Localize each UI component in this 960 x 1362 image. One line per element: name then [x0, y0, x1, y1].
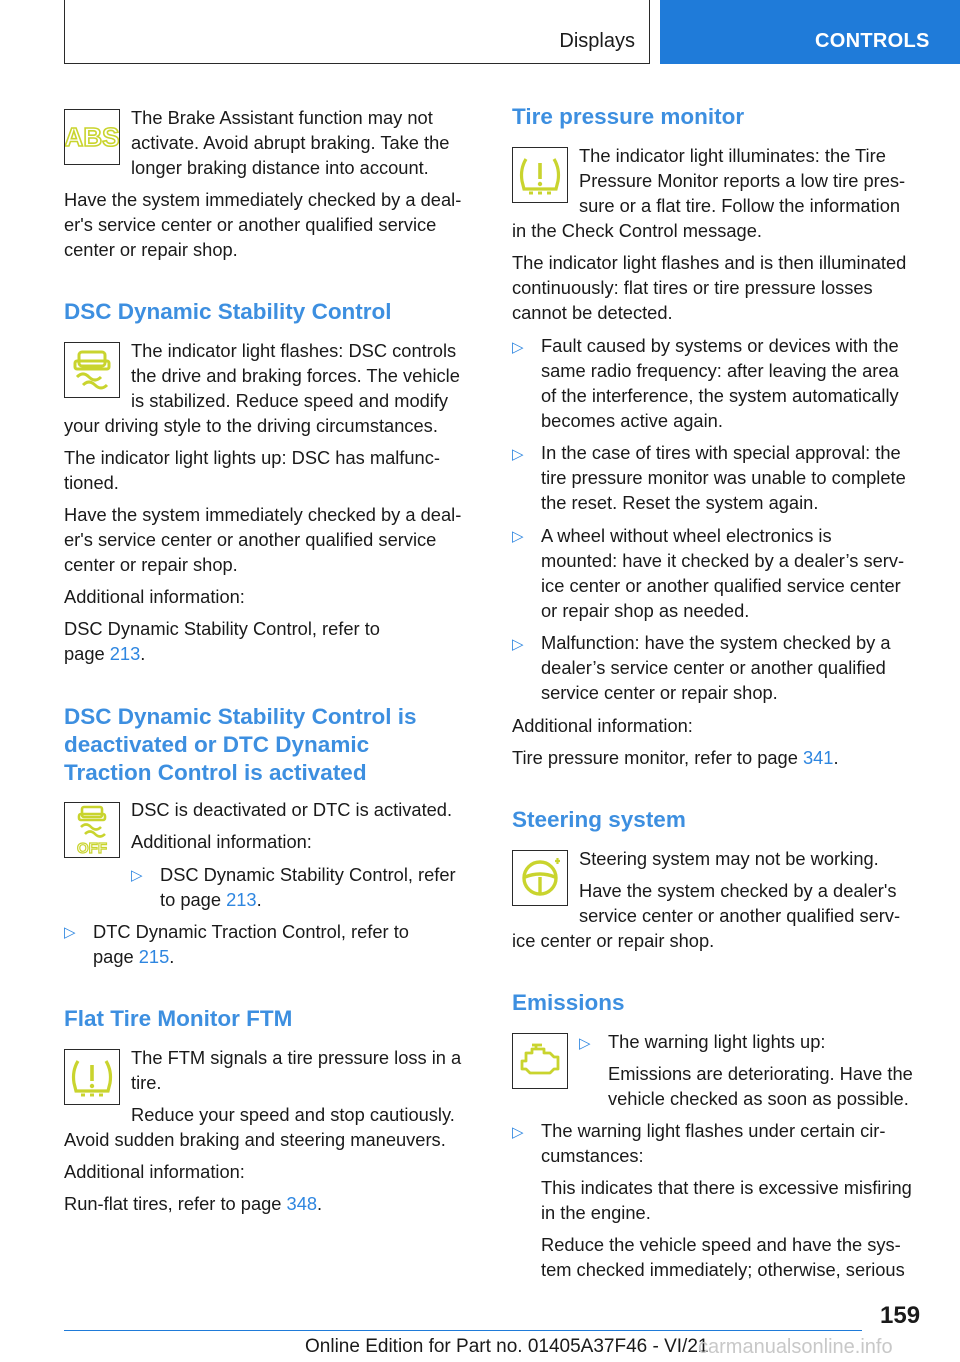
dsc-body — [64, 413, 484, 666]
dsc-off-body — [131, 797, 481, 854]
abs-warning-icon — [64, 109, 120, 165]
text-line: DSC Dynamic Stability Control, refer to — [64, 618, 380, 639]
svg-text:ABS: ABS — [65, 122, 119, 152]
heading-line: DSC Dynamic Stability Control is — [64, 704, 417, 729]
dsc-off-bullet-1 — [160, 862, 490, 912]
section-heading-ftm: Flat Tire Monitor FTM — [64, 1006, 293, 1031]
emissions-bullet-2 — [541, 1118, 931, 1282]
ref-prefix: Run-flat tires, refer to page — [64, 1193, 287, 1214]
text-line: The indicator light flashes: DSC controls — [131, 340, 457, 361]
bullet-triangle-icon: ▷ — [512, 636, 524, 653]
text-line: cannot be detected. — [512, 302, 673, 323]
footer-divider — [64, 1330, 862, 1331]
text-line: activate. Avoid abrupt braking. Take the — [131, 132, 450, 153]
text-line: Additional information: — [512, 715, 693, 736]
steering-body — [512, 928, 932, 953]
section-heading-dsc-off — [64, 703, 484, 787]
tpm-bullet-2 — [541, 440, 931, 515]
ref-suffix: . — [833, 747, 839, 768]
text-line: Fault caused by systems or devices with the — [541, 335, 899, 356]
text-line: Avoid sudden braking and steering maneuvers. — [64, 1129, 446, 1150]
header-controls-tab[interactable] — [660, 0, 960, 64]
bullet-triangle-icon: ▷ — [131, 867, 143, 884]
bullet-triangle-icon: ▷ — [512, 1124, 524, 1141]
page-reference — [64, 641, 484, 666]
dsc-off-icon — [64, 802, 120, 858]
text-line: service center or another qualified serv- — [579, 905, 901, 926]
page-link-213[interactable]: 213 — [226, 889, 257, 910]
tpm-intro — [579, 143, 929, 218]
text-line: is stabilized. Reduce speed and modify — [131, 390, 449, 411]
text-line: DSC Dynamic Stability Control, refer — [160, 864, 456, 885]
text-line: longer braking distance into account. — [131, 157, 429, 178]
text-line: Have the system immediately checked by a deal- — [64, 504, 462, 525]
page-link-341[interactable]: 341 — [802, 747, 834, 768]
text-line: ice center or another qualified service center — [541, 575, 901, 596]
dsc-skid-icon — [64, 342, 120, 398]
page-link-348[interactable]: 348 — [286, 1193, 318, 1214]
tire-pressure-warning-icon — [512, 147, 568, 203]
text-line: or repair shop as needed. — [541, 600, 750, 621]
text-line: DTC Dynamic Traction Control, refer to — [93, 921, 409, 942]
text-line: tem checked immediately; otherwise, serious — [541, 1259, 905, 1280]
text-line: Malfunction: have the system checked by a — [541, 632, 891, 653]
text-line: Additional information: — [131, 831, 312, 852]
text-line: the reset. Reset the system again. — [541, 492, 819, 513]
text-line: in the Check Control message. — [512, 220, 762, 241]
abs-instruction — [64, 187, 484, 262]
ref-suffix: . — [169, 946, 175, 967]
text-line: DSC is deactivated or DTC is activated. — [131, 799, 453, 820]
text-line: same radio frequency: after leaving the area — [541, 360, 899, 381]
bullet-triangle-icon: ▷ — [579, 1035, 591, 1052]
heading-line: deactivated or DTC Dynamic — [64, 732, 370, 757]
header-tab-label: CONTROLS — [815, 30, 930, 52]
svg-text:OFF: OFF — [77, 840, 107, 855]
tpm-bullet-1 — [541, 333, 931, 433]
steering-intro — [579, 846, 929, 928]
text-line: Pressure Monitor reports a low tire pres- — [579, 170, 906, 191]
ref-suffix: . — [140, 643, 146, 664]
section-heading-steering: Steering system — [512, 807, 686, 832]
text-line: in the engine. — [541, 1202, 651, 1223]
text-line: The indicator light illuminates: the Tire — [579, 145, 886, 166]
bullet-triangle-icon: ▷ — [512, 528, 524, 545]
text-line: Reduce your speed and stop cautiously. — [131, 1104, 455, 1125]
text-line: The Brake Assistant function may not — [131, 107, 433, 128]
text-line: er's service center or another qualified service — [64, 529, 437, 550]
page-reference — [160, 887, 490, 912]
check-engine-icon — [512, 1033, 568, 1089]
text-line: continuously: flat tires or tire pressure losses — [512, 277, 873, 298]
text-line: Reduce the vehicle speed and have the sys- — [541, 1234, 901, 1255]
text-line: The warning light flashes under certain cir- — [541, 1120, 886, 1141]
page-link-213[interactable]: 213 — [109, 643, 141, 664]
text-line: Additional information: — [64, 586, 245, 607]
text-line: Additional information: — [64, 1161, 245, 1182]
emissions-bullet-1 — [608, 1029, 938, 1111]
text-line: mounted: have it checked by a dealer’s serv- — [541, 550, 905, 571]
ref-suffix: . — [256, 889, 262, 910]
text-line: tire. — [131, 1072, 162, 1093]
text-line: Have the system immediately checked by a deal- — [64, 189, 462, 210]
text-line: Steering system may not be working. — [579, 848, 879, 869]
watermark: carmanualsonline.info — [698, 1336, 893, 1358]
text-line: center or repair shop. — [64, 554, 238, 575]
section-heading-dsc: DSC Dynamic Stability Control — [64, 299, 392, 324]
ref-prefix: page — [64, 643, 110, 664]
text-line: A wheel without wheel electronics is — [541, 525, 832, 546]
ftm-intro — [131, 1045, 481, 1127]
text-line: ice center or repair shop. — [512, 930, 715, 951]
text-line: Emissions are deteriorating. Have the — [608, 1063, 913, 1084]
text-line: service center or repair shop. — [541, 682, 778, 703]
text-line: dealer’s service center or another qualified — [541, 657, 886, 678]
text-line: of the interference, the system automatically — [541, 385, 899, 406]
ref-prefix: to page — [160, 889, 227, 910]
dsc-off-bullet-2 — [93, 919, 483, 969]
text-line: tioned. — [64, 472, 119, 493]
section-heading-tpm: Tire pressure monitor — [512, 104, 745, 129]
page-reference — [512, 745, 932, 770]
text-line: the drive and braking forces. The vehicle — [131, 365, 460, 386]
text-line: sure or a flat tire. Follow the information — [579, 195, 901, 216]
text-line: The FTM signals a tire pressure loss in a — [131, 1047, 462, 1068]
text-line: The warning light lights up: — [608, 1031, 826, 1052]
text-line: center or repair shop. — [64, 239, 238, 260]
text-line: vehicle checked as soon as possible. — [608, 1088, 909, 1109]
ref-prefix: page — [93, 946, 139, 967]
page-link-215[interactable]: 215 — [138, 946, 170, 967]
text-line: Have the system checked by a dealer's — [579, 880, 897, 901]
heading-line: Traction Control is activated — [64, 760, 367, 785]
text-line: cumstances: — [541, 1145, 644, 1166]
tpm-additional — [512, 713, 932, 770]
tpm-body — [512, 218, 932, 325]
bullet-triangle-icon: ▷ — [512, 339, 524, 356]
tire-pressure-warning-icon — [64, 1049, 120, 1105]
edition-footer: Online Edition for Part no. 01405A37F46 - VI/21 — [305, 1336, 709, 1357]
text-line: The indicator light flashes and is then illuminated — [512, 252, 907, 273]
section-heading-emissions: Emissions — [512, 990, 625, 1015]
ref-suffix: . — [317, 1193, 323, 1214]
bullet-triangle-icon: ▷ — [64, 924, 76, 941]
page-number: 159 — [880, 1302, 921, 1329]
text-line: The indicator light lights up: DSC has malfunc- — [64, 447, 440, 468]
steering-wheel-warning-icon — [512, 850, 568, 906]
text-line: becomes active again. — [541, 410, 723, 431]
tpm-bullet-4 — [541, 630, 931, 705]
bullet-triangle-icon: ▷ — [512, 446, 524, 463]
page-reference — [64, 1191, 484, 1216]
text-line: your driving style to the driving circumstances. — [64, 415, 438, 436]
text-line: In the case of tires with special approval: the — [541, 442, 901, 463]
header-section-title: Displays — [559, 30, 635, 52]
text-line: This indicates that there is excessive misfiring — [541, 1177, 912, 1198]
dsc-intro — [131, 338, 481, 413]
ftm-body — [64, 1127, 484, 1216]
tpm-bullet-3 — [541, 523, 931, 623]
text-line: er's service center or another qualified service — [64, 214, 437, 235]
abs-intro — [131, 105, 481, 180]
ref-prefix: Tire pressure monitor, refer to page — [512, 747, 803, 768]
text-line: tire pressure monitor was unable to complete — [541, 467, 906, 488]
page-reference — [93, 944, 483, 969]
